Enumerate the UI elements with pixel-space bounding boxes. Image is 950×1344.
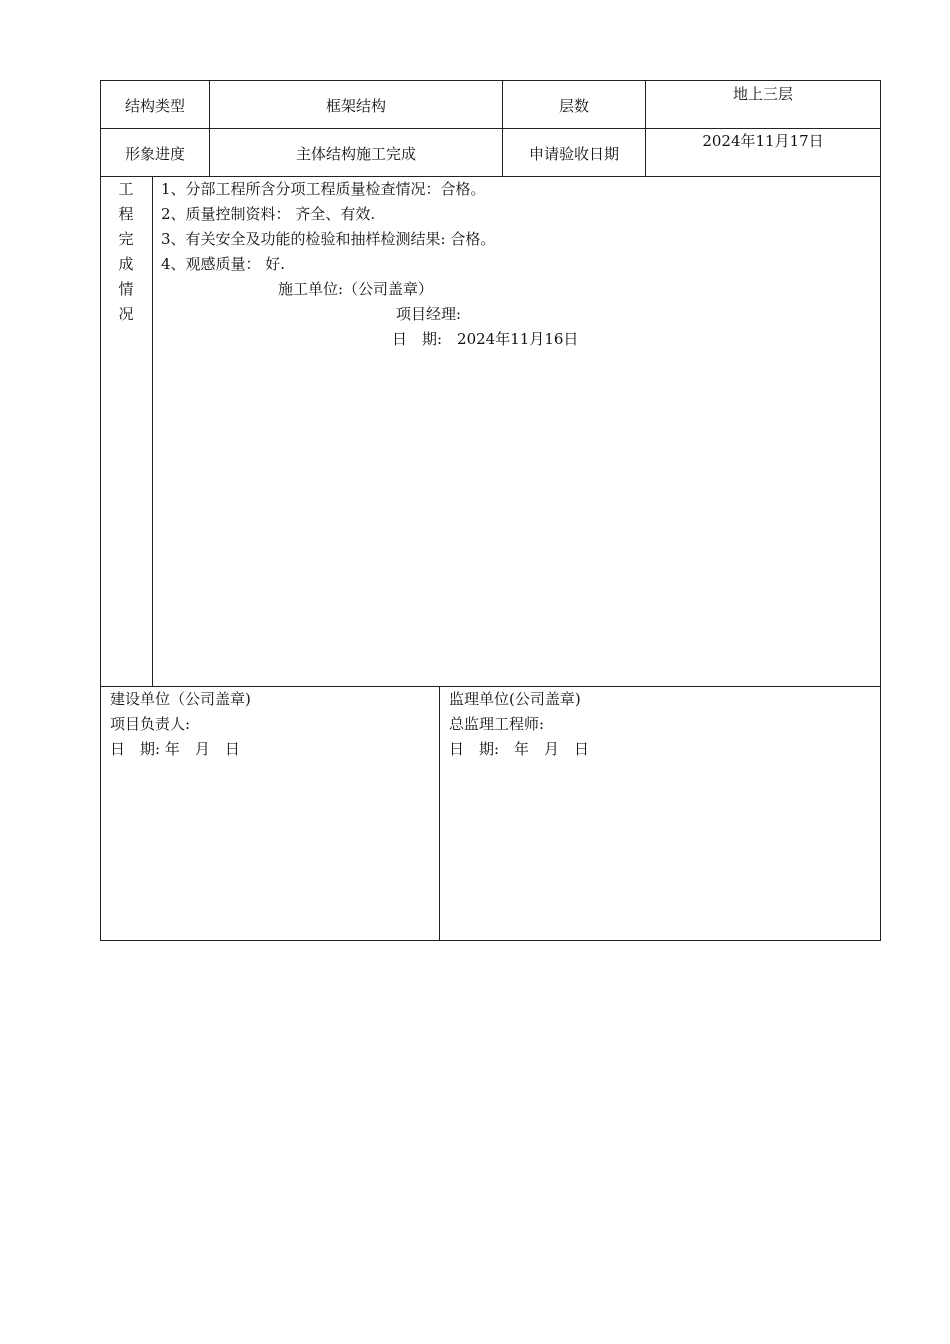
completion-side-char: 况 — [118, 305, 134, 323]
completion-item: 4、观感质量： 好. — [161, 255, 286, 273]
completion-item: 2、质量控制资料： 齐全、有效. — [161, 205, 376, 223]
table-rule-row3 — [100, 686, 881, 687]
floors-value: 地上三层 — [732, 85, 793, 103]
progress-label: 形象进度 — [124, 145, 185, 163]
completion-side-char: 工 — [118, 180, 134, 198]
table-border-bottom — [100, 940, 881, 941]
completion-item: 3、有关安全及功能的检验和抽样检测结果: 合格。 — [161, 230, 496, 248]
acceptance-date-label: 申请验收日期 — [528, 145, 619, 163]
floors-label: 层数 — [558, 97, 589, 115]
completion-side-char: 程 — [118, 205, 134, 223]
progress-value: 主体结构施工完成 — [295, 145, 416, 163]
contractor-date-line: 日 期: 2024年11月16日 — [392, 330, 579, 348]
supervisor-person-line: 总监理工程师: — [449, 715, 545, 733]
owner-date-line: 日 期: 年 月 日 — [110, 740, 240, 758]
table-rule-row1 — [100, 128, 881, 129]
structure-type-value: 框架结构 — [325, 97, 386, 115]
owner-person-line: 项目负责人: — [110, 715, 191, 733]
table-rule-row2 — [100, 176, 881, 177]
completion-col-divider — [152, 176, 153, 687]
completion-item: 1、分部工程所含分项工程质量检查情况：合格。 — [161, 180, 486, 198]
owner-seal-line: 建设单位（公司盖章) — [110, 690, 251, 708]
completion-side-char: 情 — [118, 280, 134, 298]
completion-side-char: 完 — [118, 230, 134, 248]
acceptance-date-value: 2024年11月17日 — [702, 132, 824, 150]
table-border-right — [880, 80, 881, 941]
project-manager-line: 项目经理: — [396, 305, 462, 323]
structure-type-label: 结构类型 — [124, 97, 185, 115]
contractor-seal-line: 施工单位:（公司盖章） — [278, 280, 434, 298]
signature-col-divider — [439, 686, 440, 941]
completion-side-char: 成 — [118, 255, 134, 273]
supervisor-date-line: 日 期: 年 月 日 — [449, 740, 590, 758]
table-border-top — [100, 80, 881, 81]
supervisor-seal-line: 监理单位(公司盖章) — [449, 690, 581, 708]
